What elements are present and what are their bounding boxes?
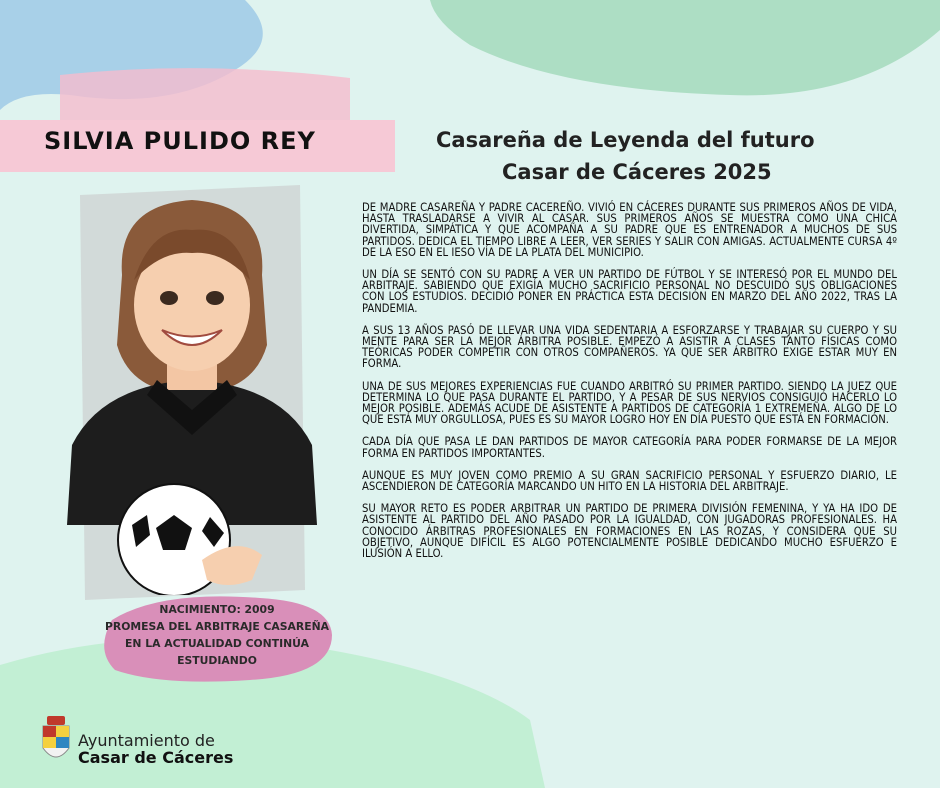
title-line-1: Casareña de Leyenda del futuro bbox=[436, 128, 815, 152]
logo-line-1: Ayuntamiento de bbox=[78, 731, 215, 750]
bio-paragraph: UNA DE SUS MEJORES EXPERIENCIAS FUE CUANDO ARBITRÓ SU PRIMER PARTIDO. SIENDO LA JUEZ QUE DETERMINA LO QUE PASA DURANTE EL PARTIDO, Y A PESAR DE SUS NERVIOS CONSIGUIÓ HACERLO LO MEJOR POSIBLE. ADEMÁS ACUDE DE ASISTENTE A PARTIDOS DE CATEGORÍA 1 EXTREMEÑA. ALGO DE LO QUE ESTÁ MUY ORGULLOSA, PUES ES SU MAYOR LOGRO HOY EN DÍA PUESTO QUE ESTÁ EN FORMACIÓN. bbox=[362, 379, 897, 427]
bio-paragraph: A SUS 13 AÑOS PASÓ DE LLEVAR UNA VIDA SEDENTARIA A ESFORZARSE Y TRABAJAR SU CUERPO Y SU MENTE PARA SER LA MEJOR ÁRBITRA POSIBLE. EMPEZÓ A ASISTIR A CLASES TANTO FÍSICAS COMO TEÓRICAS PODER COMPETIR CON OTROS COMPAÑEROS. YA QUE SER ÁRBITRO EXIGE ESTAR MUY EN FORMA. bbox=[362, 323, 897, 371]
bio-paragraph: SU MAYOR RETO ES PODER ARBITRAR UN PARTIDO DE PRIMERA DIVISIÓN FEMENINA, Y YA HA IDO DE ASISTENTE AL PARTIDO DEL AÑO PASADO POR LA IGUALDAD, CON JUGADORAS PROFESIONALES. HA CONOCIDO ÁRBITRAS PROFESIONALES EN FORMACIONES EN LAS ROZAS, Y CONSIDERA QUE SU OBJETIVO, AUNQUE DIFÍCIL ES ALGO POTENCIALMENTE POSIBLE DEDICANDO MUCHO ESFUERZO E ILUSIÓN A ELLO. bbox=[362, 502, 897, 561]
bio-paragraph: DE MADRE CASAREÑA Y PADRE CACEREÑO. VIVIÓ EN CÁCERES DURANTE SUS PRIMEROS AÑOS DE VIDA, HASTA TRASLADARSE A VIVIR AL CASAR. SUS PRIMEROS AÑOS SE MUESTRA COMO UNA CHICA DIVERTIDA, SIMPÁTICA Y QUE ACOMPAÑA A SU PADRE QUE ES ENTRENADOR A MUCHOS DE SUS PARTIDOS. DEDICA EL TIEMPO LIBRE A LEER, VER SERIES Y SALIR CON AMIGAS. ACTUALMENTE CURSA 4º DE LA ESO EN EL IESO VÍA DE LA PLATA DEL MUNICIPIO. bbox=[362, 201, 897, 259]
biography-text bbox=[362, 202, 897, 570]
bio-paragraph: AUNQUE ES MUY JOVEN COMO PREMIO A SU GRAN SACRIFICIO PERSONAL Y ESFUERZO DIARIO, LE ASCENDIERON DE CATEGORÍA MARCANDO UN HITO EN LA HISTORIA DEL ARBITRAJE. bbox=[362, 468, 897, 494]
coat-of-arms-icon bbox=[41, 716, 71, 766]
title-line-2: Casar de Cáceres 2025 bbox=[502, 160, 772, 184]
info-badge bbox=[100, 601, 334, 669]
birth-year: NACIMIENTO: 2009 bbox=[159, 603, 275, 616]
badge-line: ESTUDIANDO bbox=[177, 654, 257, 667]
person-name: SILVIA PULIDO REY bbox=[44, 127, 316, 155]
referee-illustration bbox=[62, 195, 322, 595]
badge-line: EN LA ACTUALIDAD CONTINÚA bbox=[125, 637, 309, 650]
bio-paragraph: UN DÍA SE SENTÓ CON SU PADRE A VER UN PARTIDO DE FÚTBOL Y SE INTERESÓ POR EL MUNDO DEL ARBITRAJE. SABIENDO QUE EXIGÍA MUCHO SACRIFICIO PERSONAL NO DESCUIDÓ SUS OBLIGACIONES CON LOS ESTUDIOS. DECIDIÓ PONER EN PRÁCTICA ESTA DECISIÓN EN MARZO DEL AÑO 2022, TRAS LA PANDEMIA. bbox=[362, 268, 897, 315]
bio-paragraph: CADA DÍA QUE PASA LE DAN PARTIDOS DE MAYOR CATEGORÍA PARA PODER FORMARSE DE LA MEJOR FORMA EN PARTIDOS IMPORTANTES. bbox=[362, 435, 897, 460]
logo-line-2: Casar de Cáceres bbox=[78, 748, 234, 767]
badge-line: PROMESA DEL ARBITRAJE CASAREÑA bbox=[105, 620, 329, 633]
